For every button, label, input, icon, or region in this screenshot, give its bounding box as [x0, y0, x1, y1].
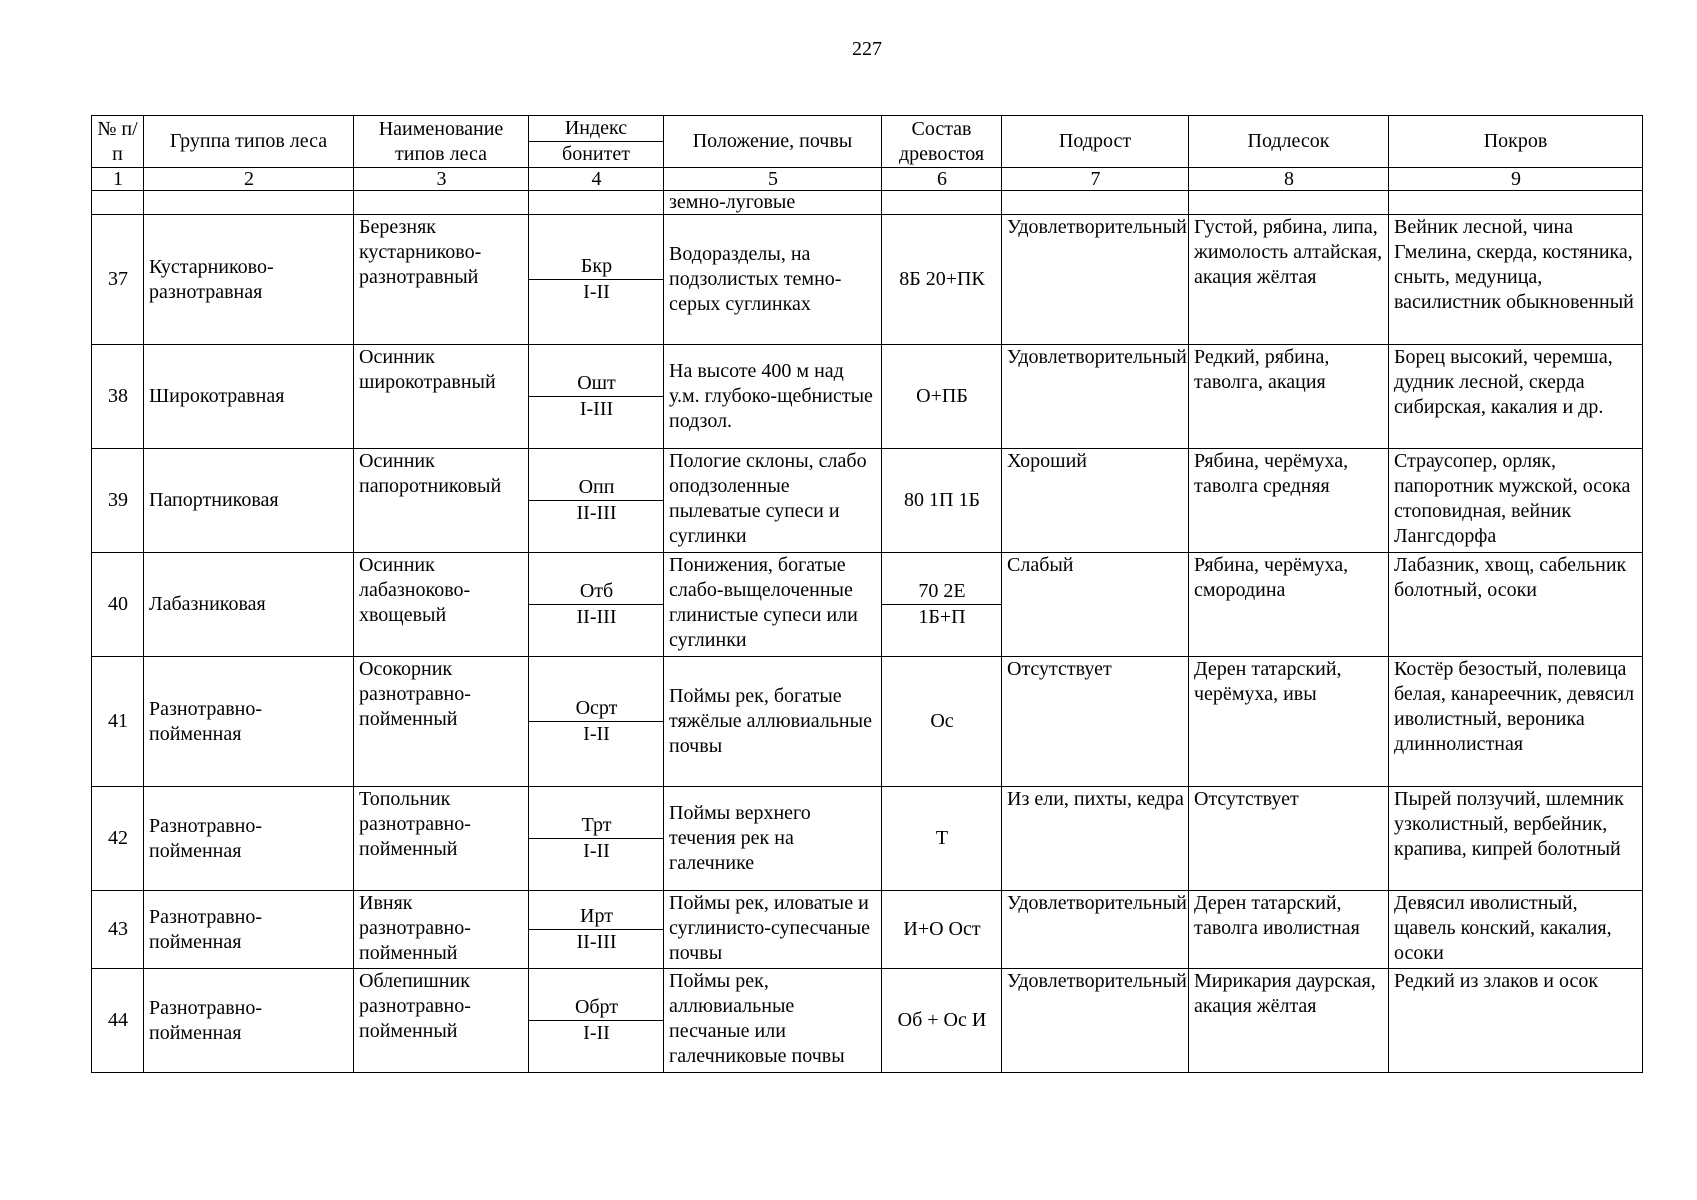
table-row [92, 657, 1643, 787]
header-position: Положение, почвы [664, 116, 882, 168]
row-index: Трт [529, 813, 663, 839]
row-undergrowth: Удовлетворительный [1002, 345, 1189, 449]
row-index: Ошт [529, 371, 663, 397]
table-row [92, 345, 1643, 449]
table-row [92, 449, 1643, 553]
row-cover: Лабазник, хвощ, сабельник болотный, осоки [1389, 553, 1643, 657]
header-bonitet: бонитет [529, 142, 664, 168]
row-name: Облепишник разнотравно-пойменный [354, 969, 529, 1073]
row-composition-bottom: 1Б+П [918, 606, 966, 628]
column-number: 8 [1189, 168, 1389, 191]
row-group: Разнотравно-пойменная [144, 969, 354, 1073]
row-cover: Костёр безостый, полевица белая, канареечник, девясил иволистный, вероника длиннолистная [1389, 657, 1643, 787]
row-understory: Дерен татарский, черёмуха, ивы [1189, 657, 1389, 787]
row-bonitet: II-III [576, 931, 617, 953]
row-understory: Мирикария даурская, акация жёлтая [1189, 969, 1389, 1073]
row-composition: О+ПБ [882, 345, 1002, 449]
row-understory: Редкий, рябина, таволга, акация [1189, 345, 1389, 449]
row-undergrowth: Удовлетворительный [1002, 215, 1189, 345]
row-bonitet: II-III [576, 502, 617, 524]
row-position: Поймы рек, богатые тяжёлые аллювиальные почвы [664, 657, 882, 787]
row-understory: Рябина, черёмуха, смородина [1189, 553, 1389, 657]
row-understory: Густой, рябина, липа, жимолость алтайская, акация жёлтая [1189, 215, 1389, 345]
row-undergrowth: Хороший [1002, 449, 1189, 553]
row-position: Водоразделы, на подзолистых темно-серых суглинках [664, 215, 882, 345]
row-index: Осрт [529, 696, 663, 722]
header-name: Наименование типов леса [354, 116, 529, 168]
header-undergrowth: Подрост [1002, 116, 1189, 168]
row-bonitet: I-II [583, 840, 610, 862]
continuation-text: земно-луговые [664, 191, 882, 215]
row-composition: И+О Ост [882, 891, 1002, 969]
row-undergrowth: Удовлетворительный [1002, 891, 1189, 969]
row-num: 41 [92, 657, 144, 787]
row-index: Ирт [529, 904, 663, 930]
table-row [92, 787, 1643, 891]
row-understory: Рябина, черёмуха, таволга средняя [1189, 449, 1389, 553]
row-position: Поймы верхнего течения рек на галечнике [664, 787, 882, 891]
row-group: Кустарниково-разнотравная [144, 215, 354, 345]
row-group: Разнотравно-пойменная [144, 657, 354, 787]
row-understory: Дерен татарский, таволга иволистная [1189, 891, 1389, 969]
row-num: 38 [92, 345, 144, 449]
row-undergrowth: Отсутствует [1002, 657, 1189, 787]
table-row [92, 215, 1643, 345]
header-index: Индекс [529, 116, 664, 142]
row-index: Отб [529, 579, 663, 605]
row-bonitet: I-II [583, 723, 610, 745]
row-num: 44 [92, 969, 144, 1073]
column-number: 3 [354, 168, 529, 191]
row-undergrowth: Из ели, пихты, кедра [1002, 787, 1189, 891]
row-undergrowth: Слабый [1002, 553, 1189, 657]
row-position: Пологие склоны, слабо оподзоленные пылеватые супеси и суглинки [664, 449, 882, 553]
row-bonitet: I-II [583, 281, 610, 303]
row-bonitet: I-II [583, 1022, 610, 1044]
row-name: Осинник лабазноково-хвощевый [354, 553, 529, 657]
column-number: 4 [529, 168, 664, 191]
row-name: Осокорник разнотравно-пойменный [354, 657, 529, 787]
column-number: 2 [144, 168, 354, 191]
row-bonitet: I-III [579, 398, 614, 420]
row-num: 40 [92, 553, 144, 657]
row-group: Разнотравно-пойменная [144, 787, 354, 891]
row-name: Осинник широкотравный [354, 345, 529, 449]
row-position: Понижения, богатые слабо-выщелоченные глинистые супеси или суглинки [664, 553, 882, 657]
table-row [92, 553, 1643, 657]
row-position: Поймы рек, аллювиальные песчаные или галечниковые почвы [664, 969, 882, 1073]
row-name: Березняк кустарниково-разнотравный [354, 215, 529, 345]
row-index: Обрт [529, 995, 663, 1021]
row-undergrowth: Удовлетворительный [1002, 969, 1189, 1073]
row-cover: Девясил иволистный, щавель конский, какалия, осоки [1389, 891, 1643, 969]
row-understory: Отсутствует [1189, 787, 1389, 891]
header-understory: Подлесок [1189, 116, 1389, 168]
column-number: 9 [1389, 168, 1643, 191]
row-position: На высоте 400 м над у.м. глубоко-щебнистые подзол. [664, 345, 882, 449]
row-num: 43 [92, 891, 144, 969]
row-composition: Ос [882, 657, 1002, 787]
row-composition: Т [882, 787, 1002, 891]
table-row [92, 969, 1643, 1073]
row-name: Осинник папоротниковый [354, 449, 529, 553]
row-index: Бкр [529, 254, 663, 280]
column-number: 1 [92, 168, 144, 191]
row-position: Поймы рек, иловатые и суглинисто-супесчаные почвы [664, 891, 882, 969]
header-composition: Состав древостоя [882, 116, 1002, 168]
row-name: Топольник разнотравно-пойменный [354, 787, 529, 891]
row-cover: Редкий из злаков и осок [1389, 969, 1643, 1073]
header-num: № п/п [92, 116, 144, 168]
column-numbers-row [92, 168, 1643, 191]
column-number: 6 [882, 168, 1002, 191]
row-cover: Пырей ползучий, шлемник узколистный, вербейник, крапива, кипрей болотный [1389, 787, 1643, 891]
column-number: 5 [664, 168, 882, 191]
header-group: Группа типов леса [144, 116, 354, 168]
row-group: Разнотравно-пойменная [144, 891, 354, 969]
forest-types-table [91, 115, 1643, 1073]
row-group: Папортниковая [144, 449, 354, 553]
row-name: Ивняк разнотравно-пойменный [354, 891, 529, 969]
row-group: Широкотравная [144, 345, 354, 449]
row-composition: 8Б 20+ПК [882, 215, 1002, 345]
row-index: Опп [529, 475, 663, 501]
column-number: 7 [1002, 168, 1189, 191]
row-composition: 80 1П 1Б [882, 449, 1002, 553]
table-row [92, 891, 1643, 969]
row-composition-top: 70 2Е [882, 579, 1001, 605]
row-num: 39 [92, 449, 144, 553]
row-cover: Вейник лесной, чина Гмелина, скерда, костяника, сныть, медуница, василистник обыкновенный [1389, 215, 1643, 345]
row-bonitet: II-III [576, 606, 617, 628]
continuation-row [92, 191, 1643, 215]
row-composition: Об + Ос И [882, 969, 1002, 1073]
row-cover: Страусопер, орляк, папоротник мужской, осока стоповидная, вейник Лангсдорфа [1389, 449, 1643, 553]
row-num: 37 [92, 215, 144, 345]
row-cover: Борец высокий, черемша, дудник лесной, скерда сибирская, какалия и др. [1389, 345, 1643, 449]
row-num: 42 [92, 787, 144, 891]
row-group: Лабазниковая [144, 553, 354, 657]
header-cover: Покров [1389, 116, 1643, 168]
